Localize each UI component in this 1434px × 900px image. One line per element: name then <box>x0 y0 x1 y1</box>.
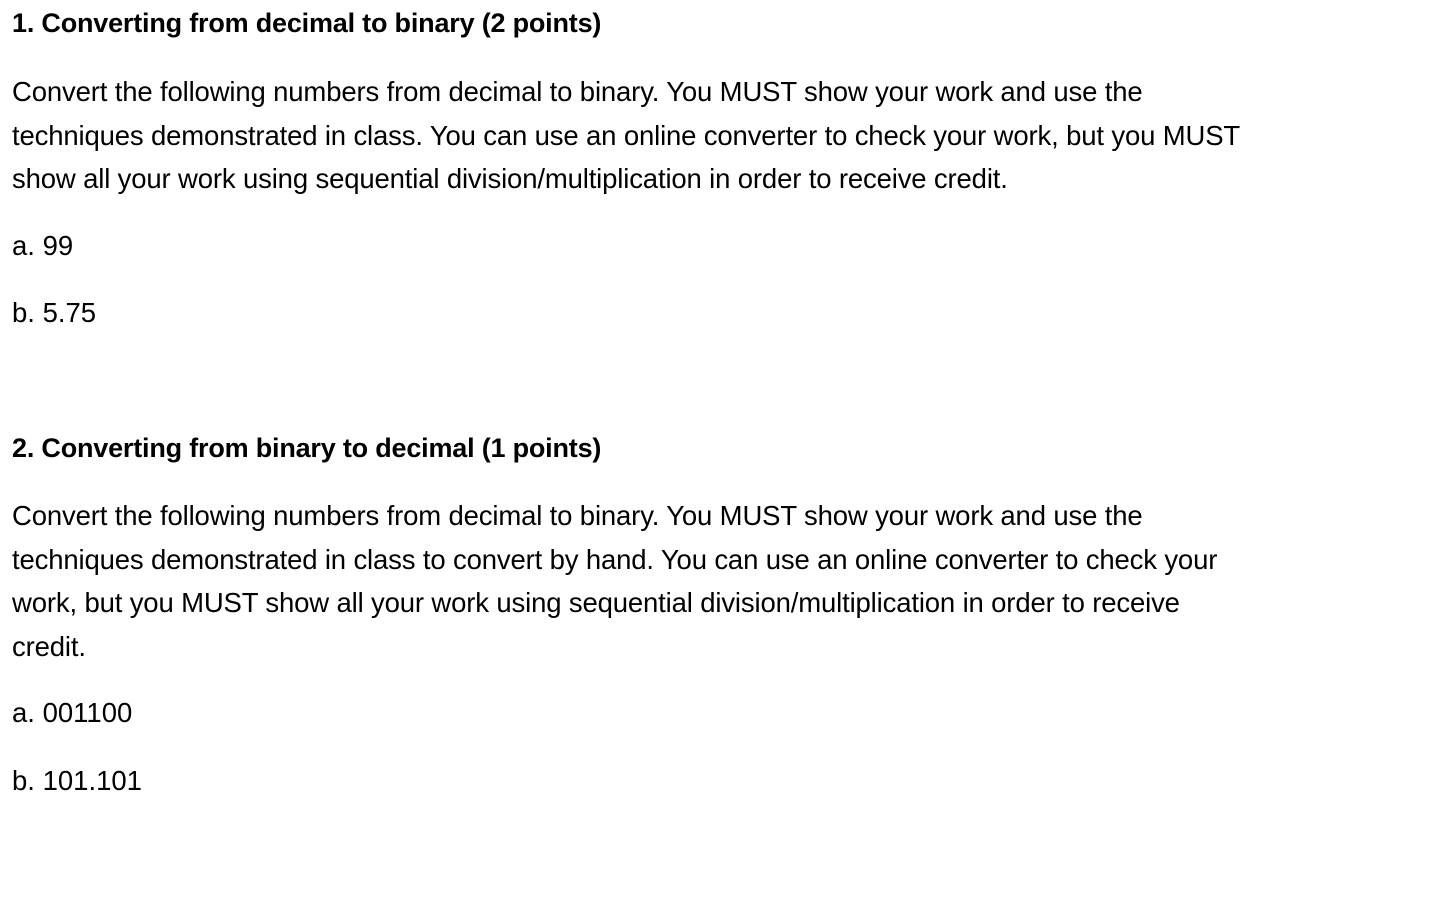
section-2-instructions <box>12 494 1422 669</box>
section-1-heading: 1. Converting from decimal to binary (2 points) <box>12 8 602 38</box>
instruction-line: techniques demonstrated in class. You can use an online converter to check your work, but you MUST <box>12 119 1241 151</box>
instruction-line: Convert the following numbers from decimal to binary. You MUST show your work and use the <box>12 76 1143 107</box>
section-2-item-a: a. 001100 <box>12 697 133 728</box>
instruction-line: show all your work using sequential division/multiplication in order to receive credit. <box>12 163 1008 195</box>
instruction-line: credit. <box>12 631 86 663</box>
instruction-line: Convert the following numbers from decimal to binary. You MUST show your work and use the <box>12 500 1143 531</box>
section-1-item-a: a. 99 <box>12 230 74 261</box>
section-1-instructions <box>12 70 1422 201</box>
instruction-line: work, but you MUST show all your work using sequential division/multiplication in order to receive <box>12 587 1180 619</box>
section-2-item-b: b. 101.101 <box>12 765 142 796</box>
instruction-line: techniques demonstrated in class to convert by hand. You can use an online converter to check your <box>12 543 1218 575</box>
section-1-item-b: b. 5.75 <box>12 297 97 328</box>
section-2-heading: 2. Converting from binary to decimal (1 points) <box>12 433 602 463</box>
